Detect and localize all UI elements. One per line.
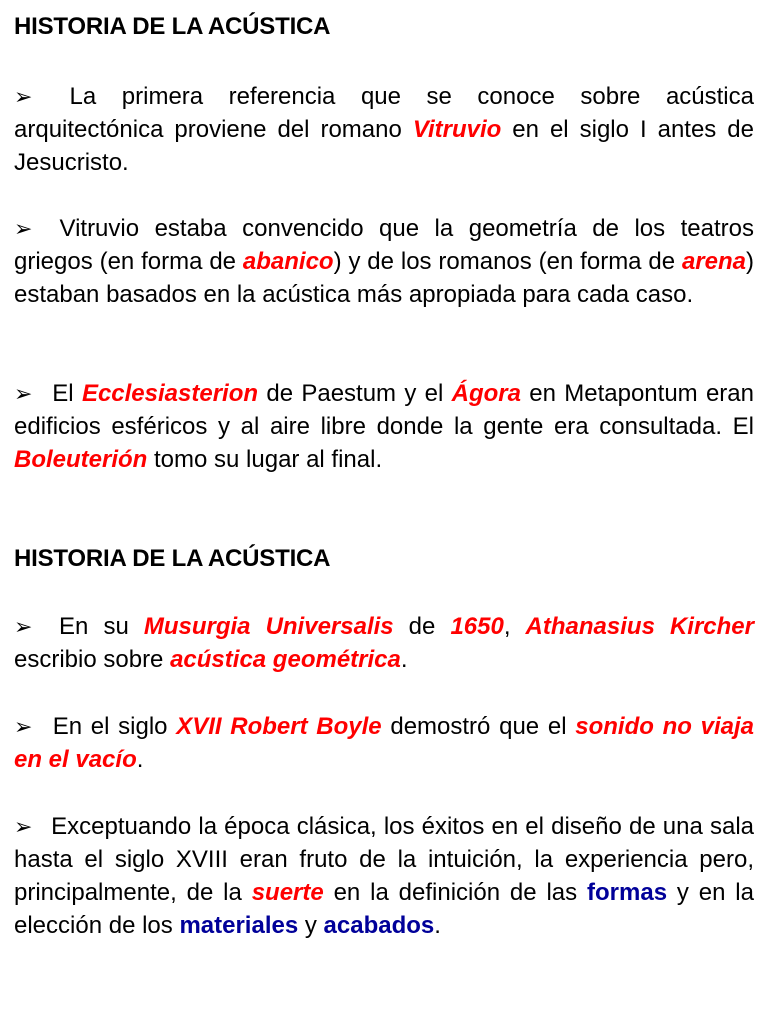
text-run: El — [44, 380, 82, 407]
highlight-robert-boyle: XVII Robert Boyle — [176, 713, 382, 740]
highlight-abanico: abanico — [242, 248, 334, 275]
text-run: ) estaban basados en la acústica más apropiada para cada caso. — [14, 248, 754, 308]
highlight-1650: 1650 — [450, 613, 504, 640]
text-run: La primera referencia que se conoce sobre acústica arquitectónica proviene del romano — [14, 83, 754, 143]
paragraph-theatre-geometry — [14, 212, 754, 311]
text-run: . — [400, 646, 408, 673]
text-run: , — [503, 613, 526, 640]
text-run: . — [136, 746, 144, 773]
highlight-formas: formas — [587, 879, 668, 906]
arrow-bullet-icon: ➢ — [14, 381, 33, 406]
text-run: En el siglo — [44, 713, 177, 740]
highlight-musurgia-universalis: Musurgia Universalis — [143, 613, 394, 640]
highlight-agora: Ágora — [451, 380, 521, 407]
text-run: escribio sobre — [14, 646, 171, 673]
text-run: Vitruvio estaba convencido que la geometría de los teatros griegos (en forma de — [14, 215, 754, 275]
highlight-sonido-vacio: sonido no viaja en el vacío — [14, 713, 754, 773]
highlight-suerte: suerte — [251, 879, 324, 906]
highlight-materiales: materiales — [179, 912, 299, 939]
paragraph-musurgia — [14, 610, 754, 676]
arrow-bullet-icon: ➢ — [14, 614, 33, 639]
text-run: . — [434, 912, 441, 939]
text-run: y en la elección de los — [14, 879, 754, 939]
arrow-bullet-icon: ➢ — [14, 814, 33, 839]
highlight-acustica-geometrica: acústica geométrica — [170, 646, 401, 673]
text-run: En su — [44, 613, 144, 640]
text-run: Exceptuando la época clásica, los éxitos en el diseño de una sala hasta el siglo XVIII eran fruto de la intuición, la experiencia pero, principalmente, de la — [14, 813, 754, 906]
highlight-vitruvio: Vitruvio — [412, 116, 502, 143]
arrow-bullet-icon: ➢ — [14, 714, 33, 739]
text-run: tomo su lugar al final. — [147, 446, 383, 473]
paragraph-exceptuando — [14, 810, 754, 942]
highlight-acabados: acabados — [323, 912, 435, 939]
highlight-arena: arena — [681, 248, 746, 275]
section-title-2: HISTORIA DE LA ACÚSTICA — [14, 545, 331, 572]
paragraph-vitruvio-reference — [14, 80, 754, 179]
text-run: de Paestum y el — [258, 380, 452, 407]
text-run: de — [393, 613, 451, 640]
text-run: y — [298, 912, 324, 939]
paragraph-ecclesiasterion — [14, 377, 754, 476]
section-title-1: HISTORIA DE LA ACÚSTICA — [14, 13, 331, 40]
text-run: en el siglo I antes de Jesucristo. — [14, 116, 754, 176]
text-run: en la definición de las — [323, 879, 588, 906]
paragraph-boyle — [14, 710, 754, 776]
text-run: demostró que el — [381, 713, 576, 740]
arrow-bullet-icon: ➢ — [14, 216, 33, 241]
highlight-boleuterion: Boleuterión — [14, 446, 148, 473]
text-run: ) y de los romanos (en forma de — [333, 248, 682, 275]
text-run: en Metapontum eran edificios esféricos y al aire libre donde la gente era consultada. El — [14, 380, 754, 440]
highlight-ecclesiasterion: Ecclesiasterion — [81, 380, 259, 407]
highlight-athanasius-kircher: Athanasius Kircher — [525, 613, 754, 640]
arrow-bullet-icon: ➢ — [14, 84, 33, 109]
